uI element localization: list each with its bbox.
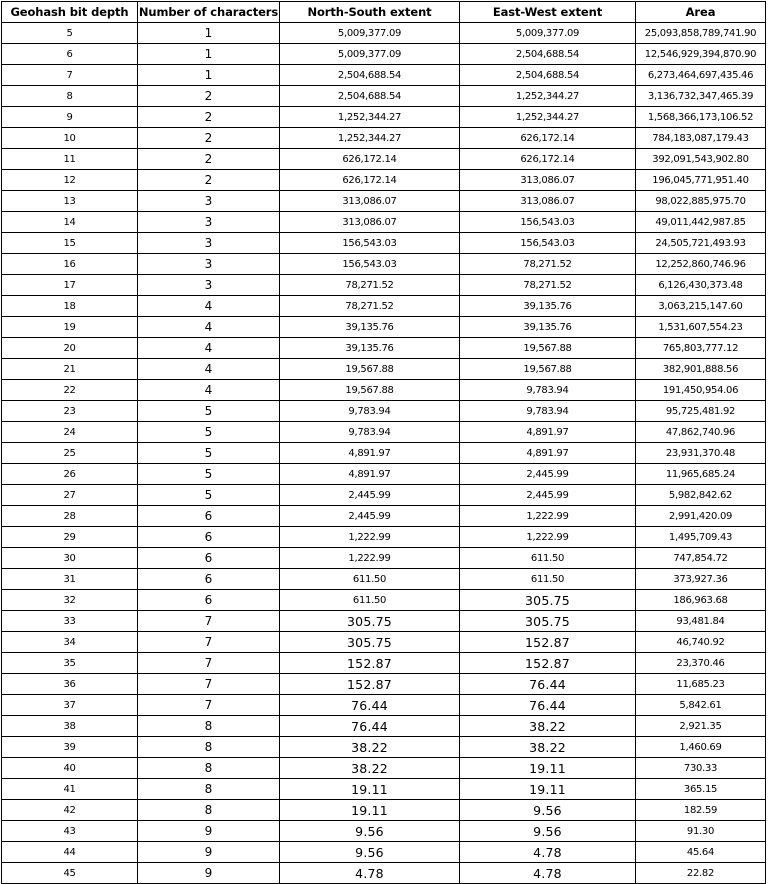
cell-num-characters: 2 <box>138 149 280 170</box>
cell-bit-depth: 19 <box>2 317 138 338</box>
cell-area: 382,901,888.56 <box>636 359 766 380</box>
cell-num-characters: 4 <box>138 296 280 317</box>
cell-bit-depth: 43 <box>2 821 138 842</box>
cell-area: 11,965,685.24 <box>636 464 766 485</box>
table-row <box>2 695 766 716</box>
cell-bit-depth: 45 <box>2 863 138 884</box>
cell-bit-depth: 39 <box>2 737 138 758</box>
cell-east-west-extent: 9,783.94 <box>460 401 636 422</box>
cell-north-south-extent: 19,567.88 <box>280 359 460 380</box>
table-row <box>2 569 766 590</box>
cell-num-characters: 5 <box>138 443 280 464</box>
cell-bit-depth: 35 <box>2 653 138 674</box>
table-row <box>2 821 766 842</box>
cell-east-west-extent: 313,086.07 <box>460 191 636 212</box>
cell-north-south-extent: 9,783.94 <box>280 422 460 443</box>
cell-east-west-extent: 39,135.76 <box>460 296 636 317</box>
cell-east-west-extent: 2,504,688.54 <box>460 65 636 86</box>
cell-area: 1,460.69 <box>636 737 766 758</box>
cell-north-south-extent: 19,567.88 <box>280 380 460 401</box>
table-row <box>2 737 766 758</box>
table-row <box>2 464 766 485</box>
cell-num-characters: 3 <box>138 254 280 275</box>
cell-area: 186,963.68 <box>636 590 766 611</box>
header-row <box>2 2 766 23</box>
cell-north-south-extent: 78,271.52 <box>280 275 460 296</box>
cell-bit-depth: 8 <box>2 86 138 107</box>
cell-num-characters: 3 <box>138 275 280 296</box>
cell-num-characters: 3 <box>138 233 280 254</box>
cell-bit-depth: 20 <box>2 338 138 359</box>
cell-num-characters: 2 <box>138 170 280 191</box>
header-east-west-extent: East-West extent <box>460 2 636 23</box>
cell-east-west-extent: 611.50 <box>460 569 636 590</box>
cell-area: 747,854.72 <box>636 548 766 569</box>
table-row <box>2 65 766 86</box>
cell-num-characters: 8 <box>138 716 280 737</box>
cell-east-west-extent: 39,135.76 <box>460 317 636 338</box>
cell-bit-depth: 21 <box>2 359 138 380</box>
cell-area: 12,546,929,394,870.90 <box>636 44 766 65</box>
cell-east-west-extent: 4,891.97 <box>460 422 636 443</box>
cell-area: 22.82 <box>636 863 766 884</box>
geohash-precision-table <box>1 1 766 884</box>
cell-area: 23,370.46 <box>636 653 766 674</box>
cell-east-west-extent: 2,445.99 <box>460 485 636 506</box>
cell-bit-depth: 44 <box>2 842 138 863</box>
cell-num-characters: 7 <box>138 674 280 695</box>
header-area: Area <box>636 2 766 23</box>
cell-area: 11,685.23 <box>636 674 766 695</box>
table-row <box>2 842 766 863</box>
cell-num-characters: 5 <box>138 464 280 485</box>
cell-bit-depth: 41 <box>2 779 138 800</box>
table-row <box>2 485 766 506</box>
cell-north-south-extent: 156,543.03 <box>280 233 460 254</box>
cell-num-characters: 1 <box>138 23 280 44</box>
cell-num-characters: 6 <box>138 527 280 548</box>
cell-north-south-extent: 1,252,344.27 <box>280 107 460 128</box>
cell-bit-depth: 5 <box>2 23 138 44</box>
cell-north-south-extent: 19.11 <box>280 800 460 821</box>
table-row <box>2 23 766 44</box>
cell-north-south-extent: 4.78 <box>280 863 460 884</box>
cell-bit-depth: 16 <box>2 254 138 275</box>
cell-east-west-extent: 19,567.88 <box>460 359 636 380</box>
table-row <box>2 590 766 611</box>
cell-bit-depth: 27 <box>2 485 138 506</box>
cell-num-characters: 7 <box>138 653 280 674</box>
cell-north-south-extent: 39,135.76 <box>280 338 460 359</box>
cell-east-west-extent: 152.87 <box>460 632 636 653</box>
cell-north-south-extent: 313,086.07 <box>280 191 460 212</box>
cell-east-west-extent: 626,172.14 <box>460 149 636 170</box>
table-header <box>2 2 766 23</box>
cell-east-west-extent: 626,172.14 <box>460 128 636 149</box>
cell-bit-depth: 12 <box>2 170 138 191</box>
cell-east-west-extent: 19,567.88 <box>460 338 636 359</box>
cell-area: 23,931,370.48 <box>636 443 766 464</box>
cell-num-characters: 8 <box>138 758 280 779</box>
table-row <box>2 275 766 296</box>
cell-east-west-extent: 76.44 <box>460 674 636 695</box>
cell-north-south-extent: 156,543.03 <box>280 254 460 275</box>
cell-bit-depth: 15 <box>2 233 138 254</box>
cell-bit-depth: 34 <box>2 632 138 653</box>
header-bit-depth: Geohash bit depth <box>2 2 138 23</box>
cell-num-characters: 4 <box>138 359 280 380</box>
cell-bit-depth: 29 <box>2 527 138 548</box>
cell-area: 784,183,087,179.43 <box>636 128 766 149</box>
cell-num-characters: 4 <box>138 338 280 359</box>
cell-north-south-extent: 4,891.97 <box>280 443 460 464</box>
cell-num-characters: 9 <box>138 863 280 884</box>
cell-north-south-extent: 38.22 <box>280 737 460 758</box>
cell-bit-depth: 9 <box>2 107 138 128</box>
cell-east-west-extent: 19.11 <box>460 758 636 779</box>
cell-bit-depth: 36 <box>2 674 138 695</box>
cell-bit-depth: 28 <box>2 506 138 527</box>
table-row <box>2 653 766 674</box>
cell-bit-depth: 11 <box>2 149 138 170</box>
cell-num-characters: 7 <box>138 632 280 653</box>
cell-east-west-extent: 1,252,344.27 <box>460 107 636 128</box>
table-row <box>2 44 766 65</box>
cell-num-characters: 8 <box>138 800 280 821</box>
cell-north-south-extent: 611.50 <box>280 569 460 590</box>
cell-bit-depth: 17 <box>2 275 138 296</box>
cell-bit-depth: 38 <box>2 716 138 737</box>
cell-north-south-extent: 9.56 <box>280 821 460 842</box>
table-row <box>2 254 766 275</box>
cell-num-characters: 2 <box>138 107 280 128</box>
table-row <box>2 191 766 212</box>
table-row <box>2 86 766 107</box>
cell-north-south-extent: 78,271.52 <box>280 296 460 317</box>
cell-east-west-extent: 78,271.52 <box>460 275 636 296</box>
cell-east-west-extent: 305.75 <box>460 590 636 611</box>
cell-area: 6,273,464,697,435.46 <box>636 65 766 86</box>
cell-area: 765,803,777.12 <box>636 338 766 359</box>
cell-north-south-extent: 39,135.76 <box>280 317 460 338</box>
cell-area: 93,481.84 <box>636 611 766 632</box>
cell-num-characters: 2 <box>138 128 280 149</box>
cell-east-west-extent: 313,086.07 <box>460 170 636 191</box>
table-row <box>2 212 766 233</box>
cell-bit-depth: 13 <box>2 191 138 212</box>
cell-num-characters: 2 <box>138 86 280 107</box>
cell-num-characters: 1 <box>138 44 280 65</box>
cell-north-south-extent: 5,009,377.09 <box>280 23 460 44</box>
cell-area: 2,991,420.09 <box>636 506 766 527</box>
cell-area: 3,136,732,347,465.39 <box>636 86 766 107</box>
cell-area: 25,093,858,789,741.90 <box>636 23 766 44</box>
cell-east-west-extent: 1,222.99 <box>460 527 636 548</box>
cell-area: 365.15 <box>636 779 766 800</box>
cell-area: 98,022,885,975.70 <box>636 191 766 212</box>
cell-north-south-extent: 305.75 <box>280 632 460 653</box>
cell-north-south-extent: 9.56 <box>280 842 460 863</box>
cell-east-west-extent: 76.44 <box>460 695 636 716</box>
cell-east-west-extent: 9,783.94 <box>460 380 636 401</box>
cell-num-characters: 6 <box>138 548 280 569</box>
cell-east-west-extent: 156,543.03 <box>460 212 636 233</box>
cell-num-characters: 8 <box>138 737 280 758</box>
cell-num-characters: 5 <box>138 401 280 422</box>
cell-bit-depth: 23 <box>2 401 138 422</box>
cell-area: 196,045,771,951.40 <box>636 170 766 191</box>
cell-east-west-extent: 9.56 <box>460 800 636 821</box>
cell-east-west-extent: 78,271.52 <box>460 254 636 275</box>
table-row <box>2 632 766 653</box>
cell-area: 24,505,721,493.93 <box>636 233 766 254</box>
cell-east-west-extent: 152.87 <box>460 653 636 674</box>
table-row <box>2 170 766 191</box>
cell-north-south-extent: 4,891.97 <box>280 464 460 485</box>
cell-bit-depth: 25 <box>2 443 138 464</box>
cell-num-characters: 5 <box>138 485 280 506</box>
cell-north-south-extent: 626,172.14 <box>280 149 460 170</box>
cell-north-south-extent: 1,252,344.27 <box>280 128 460 149</box>
table-row <box>2 317 766 338</box>
table-row <box>2 674 766 695</box>
cell-bit-depth: 40 <box>2 758 138 779</box>
cell-north-south-extent: 9,783.94 <box>280 401 460 422</box>
cell-north-south-extent: 38.22 <box>280 758 460 779</box>
cell-num-characters: 3 <box>138 212 280 233</box>
table-row <box>2 233 766 254</box>
cell-num-characters: 5 <box>138 422 280 443</box>
table-row <box>2 611 766 632</box>
cell-area: 392,091,543,902.80 <box>636 149 766 170</box>
cell-num-characters: 4 <box>138 380 280 401</box>
cell-num-characters: 1 <box>138 65 280 86</box>
cell-north-south-extent: 76.44 <box>280 716 460 737</box>
table-row <box>2 296 766 317</box>
table-row <box>2 422 766 443</box>
cell-east-west-extent: 38.22 <box>460 716 636 737</box>
cell-east-west-extent: 305.75 <box>460 611 636 632</box>
cell-area: 49,011,442,987.85 <box>636 212 766 233</box>
cell-area: 1,531,607,554.23 <box>636 317 766 338</box>
cell-area: 2,921.35 <box>636 716 766 737</box>
table-row <box>2 506 766 527</box>
cell-num-characters: 8 <box>138 779 280 800</box>
cell-area: 46,740.92 <box>636 632 766 653</box>
cell-north-south-extent: 305.75 <box>280 611 460 632</box>
cell-north-south-extent: 5,009,377.09 <box>280 44 460 65</box>
cell-north-south-extent: 19.11 <box>280 779 460 800</box>
cell-area: 12,252,860,746.96 <box>636 254 766 275</box>
cell-bit-depth: 22 <box>2 380 138 401</box>
header-north-south-extent: North-South extent <box>280 2 460 23</box>
cell-east-west-extent: 19.11 <box>460 779 636 800</box>
cell-north-south-extent: 152.87 <box>280 674 460 695</box>
table-row <box>2 758 766 779</box>
table-row <box>2 401 766 422</box>
cell-east-west-extent: 5,009,377.09 <box>460 23 636 44</box>
table-body <box>2 23 766 884</box>
table-row <box>2 107 766 128</box>
cell-area: 45.64 <box>636 842 766 863</box>
table-row <box>2 380 766 401</box>
table-row <box>2 863 766 884</box>
cell-east-west-extent: 156,543.03 <box>460 233 636 254</box>
cell-num-characters: 9 <box>138 842 280 863</box>
cell-area: 182.59 <box>636 800 766 821</box>
table-row <box>2 128 766 149</box>
cell-east-west-extent: 1,252,344.27 <box>460 86 636 107</box>
cell-north-south-extent: 152.87 <box>280 653 460 674</box>
cell-bit-depth: 24 <box>2 422 138 443</box>
cell-east-west-extent: 9.56 <box>460 821 636 842</box>
cell-area: 1,568,366,173,106.52 <box>636 107 766 128</box>
cell-area: 373,927.36 <box>636 569 766 590</box>
cell-area: 91.30 <box>636 821 766 842</box>
cell-north-south-extent: 76.44 <box>280 695 460 716</box>
cell-north-south-extent: 1,222.99 <box>280 527 460 548</box>
cell-bit-depth: 37 <box>2 695 138 716</box>
cell-east-west-extent: 611.50 <box>460 548 636 569</box>
cell-num-characters: 9 <box>138 821 280 842</box>
cell-north-south-extent: 2,445.99 <box>280 485 460 506</box>
table-row <box>2 359 766 380</box>
table-row <box>2 716 766 737</box>
cell-bit-depth: 42 <box>2 800 138 821</box>
table-row <box>2 800 766 821</box>
cell-east-west-extent: 1,222.99 <box>460 506 636 527</box>
cell-east-west-extent: 2,504,688.54 <box>460 44 636 65</box>
cell-east-west-extent: 4.78 <box>460 863 636 884</box>
cell-bit-depth: 6 <box>2 44 138 65</box>
header-num-characters: Number of characters <box>138 2 280 23</box>
table-row <box>2 338 766 359</box>
cell-bit-depth: 7 <box>2 65 138 86</box>
cell-num-characters: 7 <box>138 611 280 632</box>
cell-num-characters: 7 <box>138 695 280 716</box>
cell-bit-depth: 26 <box>2 464 138 485</box>
cell-area: 5,842.61 <box>636 695 766 716</box>
cell-north-south-extent: 626,172.14 <box>280 170 460 191</box>
cell-area: 5,982,842.62 <box>636 485 766 506</box>
cell-area: 95,725,481.92 <box>636 401 766 422</box>
cell-east-west-extent: 4,891.97 <box>460 443 636 464</box>
cell-north-south-extent: 2,445.99 <box>280 506 460 527</box>
cell-east-west-extent: 4.78 <box>460 842 636 863</box>
cell-bit-depth: 10 <box>2 128 138 149</box>
cell-bit-depth: 33 <box>2 611 138 632</box>
cell-num-characters: 3 <box>138 191 280 212</box>
cell-north-south-extent: 2,504,688.54 <box>280 86 460 107</box>
cell-north-south-extent: 611.50 <box>280 590 460 611</box>
cell-bit-depth: 30 <box>2 548 138 569</box>
table-row <box>2 548 766 569</box>
cell-num-characters: 4 <box>138 317 280 338</box>
cell-bit-depth: 14 <box>2 212 138 233</box>
cell-east-west-extent: 2,445.99 <box>460 464 636 485</box>
table-row <box>2 149 766 170</box>
cell-bit-depth: 18 <box>2 296 138 317</box>
cell-north-south-extent: 313,086.07 <box>280 212 460 233</box>
table-row <box>2 779 766 800</box>
cell-area: 1,495,709.43 <box>636 527 766 548</box>
cell-bit-depth: 32 <box>2 590 138 611</box>
table-row <box>2 443 766 464</box>
cell-bit-depth: 31 <box>2 569 138 590</box>
cell-num-characters: 6 <box>138 569 280 590</box>
cell-north-south-extent: 2,504,688.54 <box>280 65 460 86</box>
cell-east-west-extent: 38.22 <box>460 737 636 758</box>
cell-area: 47,862,740.96 <box>636 422 766 443</box>
cell-area: 191,450,954.06 <box>636 380 766 401</box>
table-row <box>2 527 766 548</box>
cell-num-characters: 6 <box>138 590 280 611</box>
cell-num-characters: 6 <box>138 506 280 527</box>
cell-north-south-extent: 1,222.99 <box>280 548 460 569</box>
cell-area: 6,126,430,373.48 <box>636 275 766 296</box>
cell-area: 730.33 <box>636 758 766 779</box>
cell-area: 3,063,215,147.60 <box>636 296 766 317</box>
